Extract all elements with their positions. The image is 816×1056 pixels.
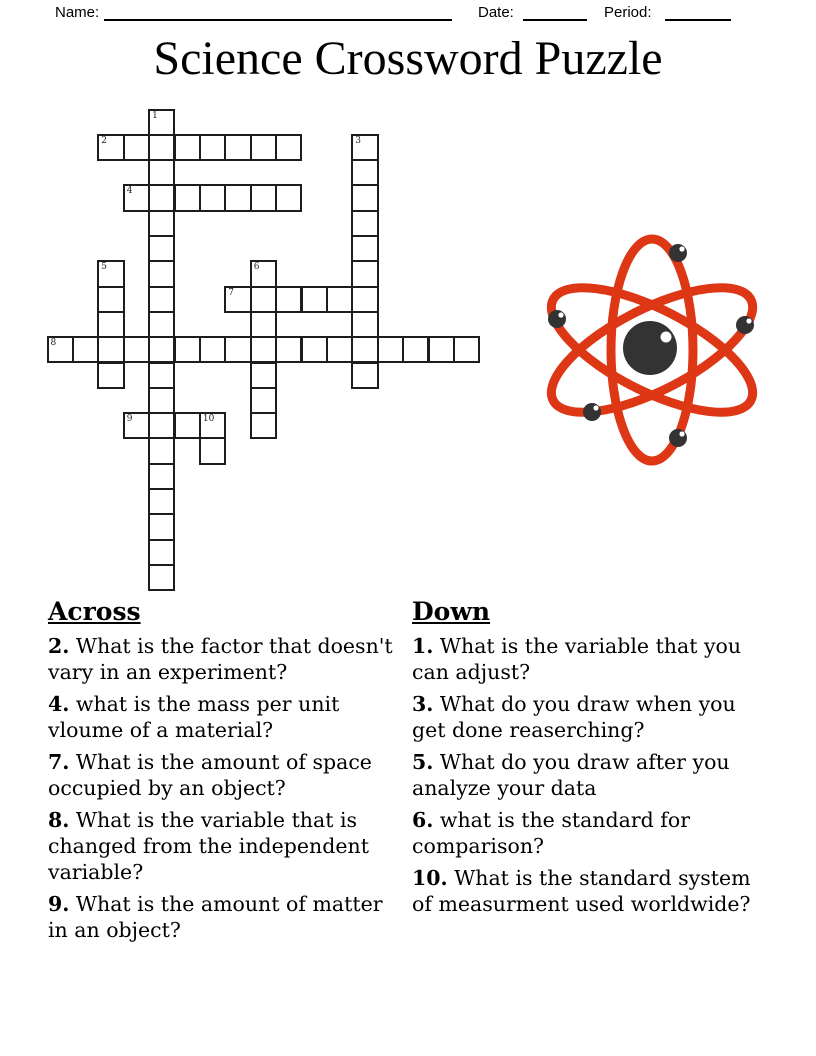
atom-nucleus [623,321,677,375]
crossword-cell[interactable] [148,362,175,389]
crossword-cell[interactable] [174,134,201,161]
down-list [412,633,760,917]
crossword-cell[interactable] [199,437,226,464]
crossword-cell[interactable] [97,286,124,313]
crossword-cell[interactable] [199,412,226,439]
crossword-cell[interactable] [148,564,175,591]
crossword-cell[interactable] [224,286,251,313]
crossword-cell[interactable] [148,463,175,490]
crossword-cell[interactable] [250,362,277,389]
clue-across-8: 8. What is the variable that is changed from the independent variable? [48,808,369,884]
crossword-cell[interactable] [199,184,226,211]
crossword-cell[interactable] [402,336,429,363]
crossword-cell[interactable] [123,134,150,161]
cell-number: 9 [126,414,133,425]
crossword-cell[interactable] [250,134,277,161]
crossword-cell[interactable] [199,134,226,161]
clue-down-6: 6. what is the standard for comparison? [412,808,691,858]
crossword-cell[interactable] [275,286,302,313]
crossword-cell[interactable] [148,109,175,136]
clue-across-4: 4. what is the mass per unit vloume of a material? [48,692,340,742]
clue-number: 10. [412,866,448,890]
clue-across-2: 2. What is the factor that doesn't vary in an experiment? [48,634,393,684]
clue-number: 3. [412,692,434,716]
crossword-cell[interactable] [351,134,378,161]
crossword-cell[interactable] [250,311,277,338]
crossword-cell[interactable] [351,184,378,211]
crossword-cell[interactable] [148,387,175,414]
crossword-cell[interactable] [123,336,150,363]
clue-across-7: 7. What is the amount of space occupied by an object? [48,750,372,800]
crossword-cell[interactable] [97,260,124,287]
crossword-cell[interactable] [250,336,277,363]
crossword-cell[interactable] [275,184,302,211]
crossword-cell[interactable] [428,336,455,363]
clue-number: 7. [48,750,70,774]
crossword-cell[interactable] [174,412,201,439]
crossword-cell[interactable] [123,412,150,439]
clue-number: 4. [48,692,70,716]
clue-across-9: 9. What is the amount of matter in an object? [48,892,383,942]
crossword-cell[interactable] [351,210,378,237]
crossword-cell[interactable] [301,336,328,363]
clue-number: 9. [48,892,70,916]
atom-electron [583,403,601,421]
atom-electron [736,316,754,334]
crossword-cell[interactable] [250,260,277,287]
clue-number: 8. [48,808,70,832]
crossword-cell[interactable] [250,286,277,313]
across-section [48,597,402,949]
crossword-cell[interactable] [148,235,175,262]
date-label: Date: [478,4,514,21]
clue-down-1: 1. What is the variable that you can adjust? [412,634,742,684]
cell-number: 10 [202,414,215,425]
electron-highlight [746,318,751,323]
name-label: Name: [55,4,100,21]
crossword-cell[interactable] [326,336,353,363]
cell-number: 7 [228,287,235,298]
clue-number: 1. [412,634,434,658]
atom-illustration [533,227,773,472]
crossword-cell[interactable] [377,336,404,363]
cell-number: 8 [50,338,57,349]
crossword-cell[interactable] [148,437,175,464]
clue-down-3: 3. What do you draw when you get done reaserching? [412,692,736,742]
crossword-cell[interactable] [148,311,175,338]
clue-number: 5. [412,750,434,774]
crossword-cell[interactable] [351,286,378,313]
crossword-cell[interactable] [97,336,124,363]
clue-number: 6. [412,808,434,832]
crossword-cell[interactable] [97,362,124,389]
crossword-cell[interactable] [97,311,124,338]
crossword-cell[interactable] [148,488,175,515]
clue-down-10: 10. What is the standard system of measurment used worldwide? [412,866,751,916]
atom-electron [548,310,566,328]
crossword-cell[interactable] [148,539,175,566]
crossword-cell[interactable] [326,286,353,313]
crossword-cell[interactable] [148,412,175,439]
across-title: Across [48,597,141,626]
cell-number: 4 [126,186,133,197]
crossword-cell[interactable] [351,235,378,262]
cell-number: 3 [355,135,362,146]
crossword-cell[interactable] [148,336,175,363]
crossword-cell[interactable] [351,336,378,363]
crossword-cell[interactable] [250,184,277,211]
down-section [412,597,760,923]
crossword-cell[interactable] [148,184,175,211]
crossword-cell[interactable] [250,412,277,439]
crossword-cell[interactable] [224,336,251,363]
crossword-cell[interactable] [301,286,328,313]
atom-electron [669,429,687,447]
down-title: Down [412,597,491,626]
crossword-cell[interactable] [174,184,201,211]
crossword-cell[interactable] [97,134,124,161]
across-list [48,633,402,943]
crossword-cell[interactable] [453,336,480,363]
crossword-cell[interactable] [351,362,378,389]
cell-number: 2 [101,135,108,146]
period-label: Period: [604,4,652,21]
crossword-cell[interactable] [199,336,226,363]
nucleus-highlight [661,332,672,343]
crossword-cell[interactable] [148,513,175,540]
crossword-cell[interactable] [148,134,175,161]
crossword-cell[interactable] [148,286,175,313]
cell-number: 1 [152,110,158,121]
crossword-cell[interactable] [47,336,74,363]
crossword-cell[interactable] [224,134,251,161]
crossword-cell[interactable] [250,387,277,414]
crossword-cell[interactable] [275,134,302,161]
crossword-cell[interactable] [351,159,378,186]
electron-highlight [679,431,684,436]
crossword-cell[interactable] [148,210,175,237]
electron-highlight [679,246,684,251]
crossword-cell[interactable] [148,159,175,186]
electron-highlight [593,405,598,410]
cell-number: 6 [253,262,260,273]
crossword-cell[interactable] [123,184,150,211]
clue-down-5: 5. What do you draw after you analyze your data [412,750,730,800]
crossword-cell[interactable] [148,260,175,287]
page-title: Science Crossword Puzzle [153,32,663,85]
crossword-cell[interactable] [351,260,378,287]
crossword-cell[interactable] [275,336,302,363]
crossword-cell[interactable] [174,336,201,363]
cell-number: 5 [101,262,108,273]
atom-electron [669,244,687,262]
electron-highlight [558,312,563,317]
clue-number: 2. [48,634,70,658]
crossword-cell[interactable] [351,311,378,338]
crossword-cell[interactable] [224,184,251,211]
crossword-cell[interactable] [72,336,99,363]
